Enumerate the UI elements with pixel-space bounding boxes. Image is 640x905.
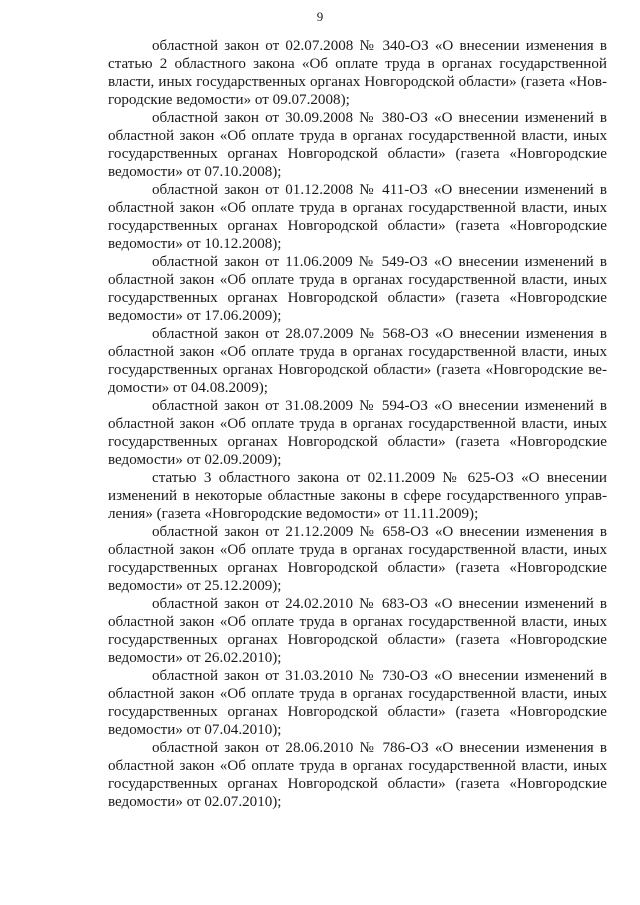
list-item: областной закон от 31.08.2009 № 594-ОЗ «О внесении изменений в областной закон «Об оплате труда в органах государственной власти, иных государственных органах Новгородской области» (газета «Новгородские ведомости» от 02.09.2009); [108, 398, 607, 468]
list-item: областной закон от 02.07.2008 № 340-ОЗ «О внесении изменения в статью 2 областного закона «Об оплате труда в органах государственной власти, иных государственных органах Новгородской области» (газета «Новгородские ведомости» от 09.07.2008); [108, 38, 607, 108]
list-item: областной закон от 31.03.2010 № 730-ОЗ «О внесении изменений в областной закон «Об оплате труда в органах государственной власти, иных государственных органах Новгородской области» (газета «Новгородские ведомости» от 07.04.2010); [108, 668, 607, 738]
list-item: областной закон от 11.06.2009 № 549-ОЗ «О внесении изменений в областной закон «Об оплате труда в органах государственной власти, иных государственных органах Новгородской области» (газета «Новгородские ведомости» от 17.06.2009); [108, 254, 607, 324]
page-number: 9 [316, 9, 324, 24]
list-item: областной закон от 21.12.2009 № 658-ОЗ «О внесении изменения в областной закон «Об оплате труда в органах государственной власти, иных государственных органах Новгородской области» (газета «Новгородские ведомости» от 25.12.2009); [108, 524, 607, 594]
list-item: областной закон от 30.09.2008 № 380-ОЗ «О внесении изменений в областной закон «Об оплате труда в органах государственной власти, иных государственных органах Новгородской области» (газета «Новгородские ведомости» от 07.10.2008); [108, 110, 607, 180]
document-body [108, 37, 607, 811]
list-item: областной закон от 28.06.2010 № 786-ОЗ «О внесении изменения в областной закон «Об оплате труда в органах государственной власти, иных государственных органах Новгородской области» (газета «Новгородские ведомости» от 02.07.2010); [108, 740, 607, 810]
list-item: областной закон от 24.02.2010 № 683-ОЗ «О внесении изменений в областной закон «Об оплате труда в органах государственной власти, иных государственных органах Новгородской области» (газета «Новгородские ведомости» от 26.02.2010); [108, 596, 607, 666]
list-item: областной закон от 01.12.2008 № 411-ОЗ «О внесении изменений в областной закон «Об оплате труда в органах государственной власти, иных государственных органах Новгородской области» (газета «Новгородские ведомости» от 10.12.2008); [108, 182, 607, 252]
list-item: статью 3 областного закона от 02.11.2009 № 625-ОЗ «О внесении изменений в некоторые областные законы в сфере государственного управления» (газета «Новгородские ведомости» от 11.11.2009); [108, 470, 607, 522]
list-item: областной закон от 28.07.2009 № 568-ОЗ «О внесении изменения в областной закон «Об оплате труда в органах государственной власти, иных государственных органах Новгородской области» (газета «Новгородские ведомости» от 04.08.2009); [108, 326, 607, 396]
